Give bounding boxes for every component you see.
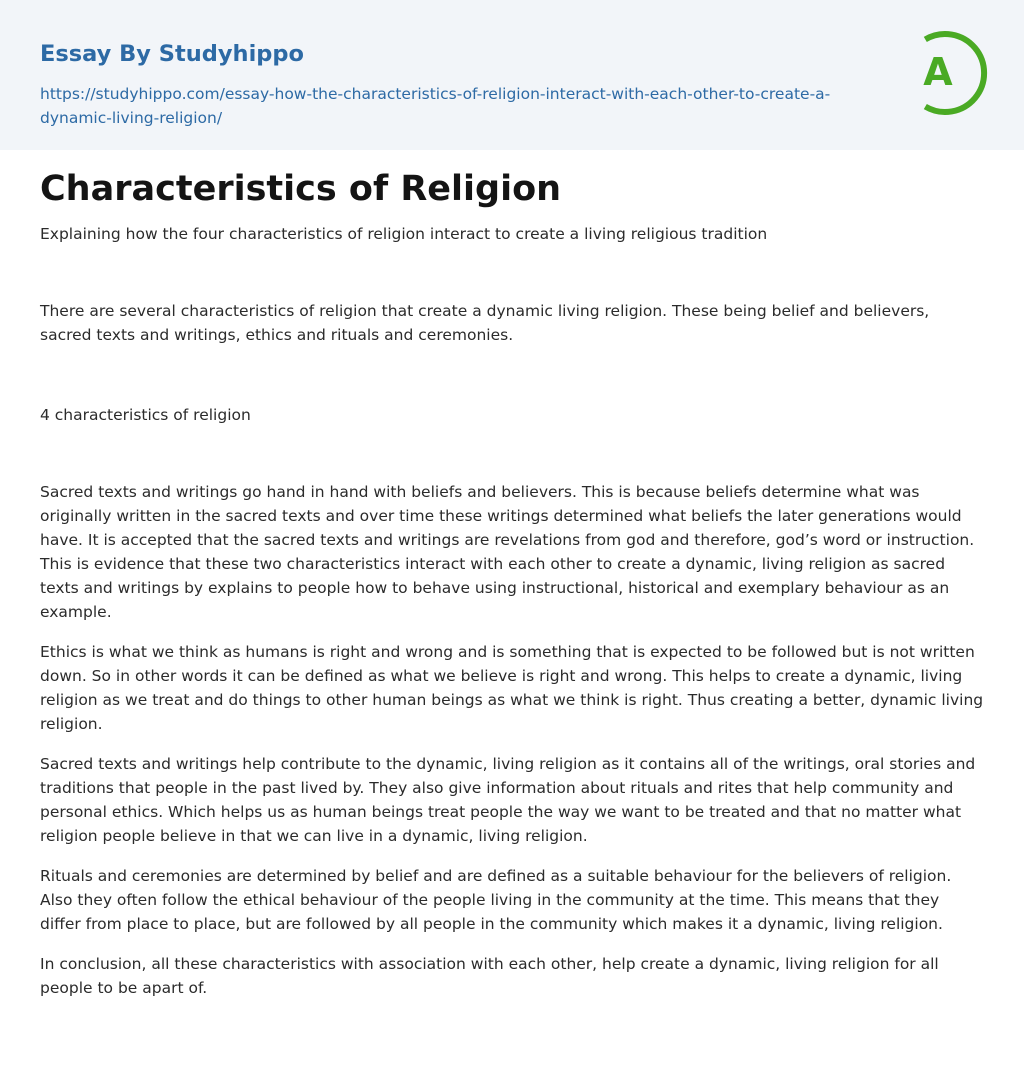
site-header [0,0,1024,150]
body-paragraph-4: Rituals and ceremonies are determined by belief and are defined as a suitable behaviour for the believers of religion. Also they often follow the ethical behaviour of the people living in the community at the time. This means that they differ from place to place, but are followed by all people in the community which makes it a dynamic, living religion. [40,867,952,933]
body-paragraph-5: In conclusion, all these characteristics with association with each other, help create a dynamic, living religion for all people to be apart of. [40,955,939,997]
studyhippo-logo-icon[interactable] [898,28,988,118]
body-paragraph-2: Ethics is what we think as humans is right and wrong and is something that is expected to be followed but is not written down. So in other words it can be defined as what we believe is right and wrong. This helps to create a dynamic, living religion as we treat and do things to other human beings as what we think is right. Thus creating a better, dynamic living religion. [40,643,984,733]
site-brand[interactable]: Essay By Studyhippo [40,41,304,67]
body-paragraph-1: Sacred texts and writings go hand in hand with beliefs and believers. This is because beliefs determine what was originally written in the sacred texts and over time these writings determined what beliefs the later generations would have. It is accepted that the sacred texts and writings are revelations from god and therefore, god’s word or instruction. This is evidence that these two characteristics interact with each other to create a dynamic, living religion as sacred texts and writings by explains to people how to behave using instructional, historical and exemplary behaviour as an example. [40,483,975,621]
page-subtitle: Explaining how the four characteristics of religion interact to create a living religious tradition [40,225,768,243]
page-title: Characteristics of Religion [40,169,562,209]
article-body [40,164,984,1000]
body-paragraph-3: Sacred texts and writings help contribute to the dynamic, living religion as it contains all of the writings, oral stories and traditions that people in the past lived by. They also give information about rituals and rites that help community and personal ethics. Which helps us as human beings treat people the way we want to be treated and that no matter what religion people believe in that we can live in a dynamic, living religion. [40,755,976,845]
source-url-link[interactable]: https://studyhippo.com/essay-how-the-characteristics-of-religion-interact-with-each-other-to-create-a-dynamic-living-religion/ [40,85,831,127]
logo-letter: A [923,50,953,94]
section-label: 4 characteristics of religion [40,406,251,424]
intro-paragraph: There are several characteristics of religion that create a dynamic living religion. These being belief and believers, sacred texts and writings, ethics and rituals and ceremonies. [40,302,930,344]
